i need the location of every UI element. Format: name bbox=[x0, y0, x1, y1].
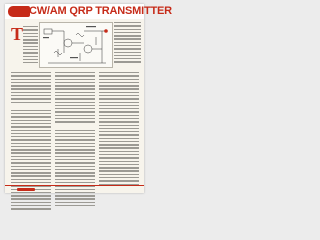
subheading-2 bbox=[55, 125, 95, 128]
magazine-page bbox=[5, 4, 172, 193]
page-footer bbox=[5, 185, 144, 193]
text-column-3 bbox=[99, 72, 139, 187]
article-title: CW/AM QRP TRANSMITTER bbox=[29, 5, 172, 17]
circuit-schematic bbox=[39, 22, 113, 68]
schematic-drawing bbox=[40, 23, 112, 67]
title-bar bbox=[5, 4, 172, 19]
drop-cap: T bbox=[11, 24, 24, 44]
title-highlight bbox=[8, 6, 30, 17]
subheading-1 bbox=[11, 105, 51, 108]
magazine-logo bbox=[17, 188, 35, 192]
text-column-left-top bbox=[23, 26, 38, 65]
text-column-right-top bbox=[114, 22, 141, 65]
